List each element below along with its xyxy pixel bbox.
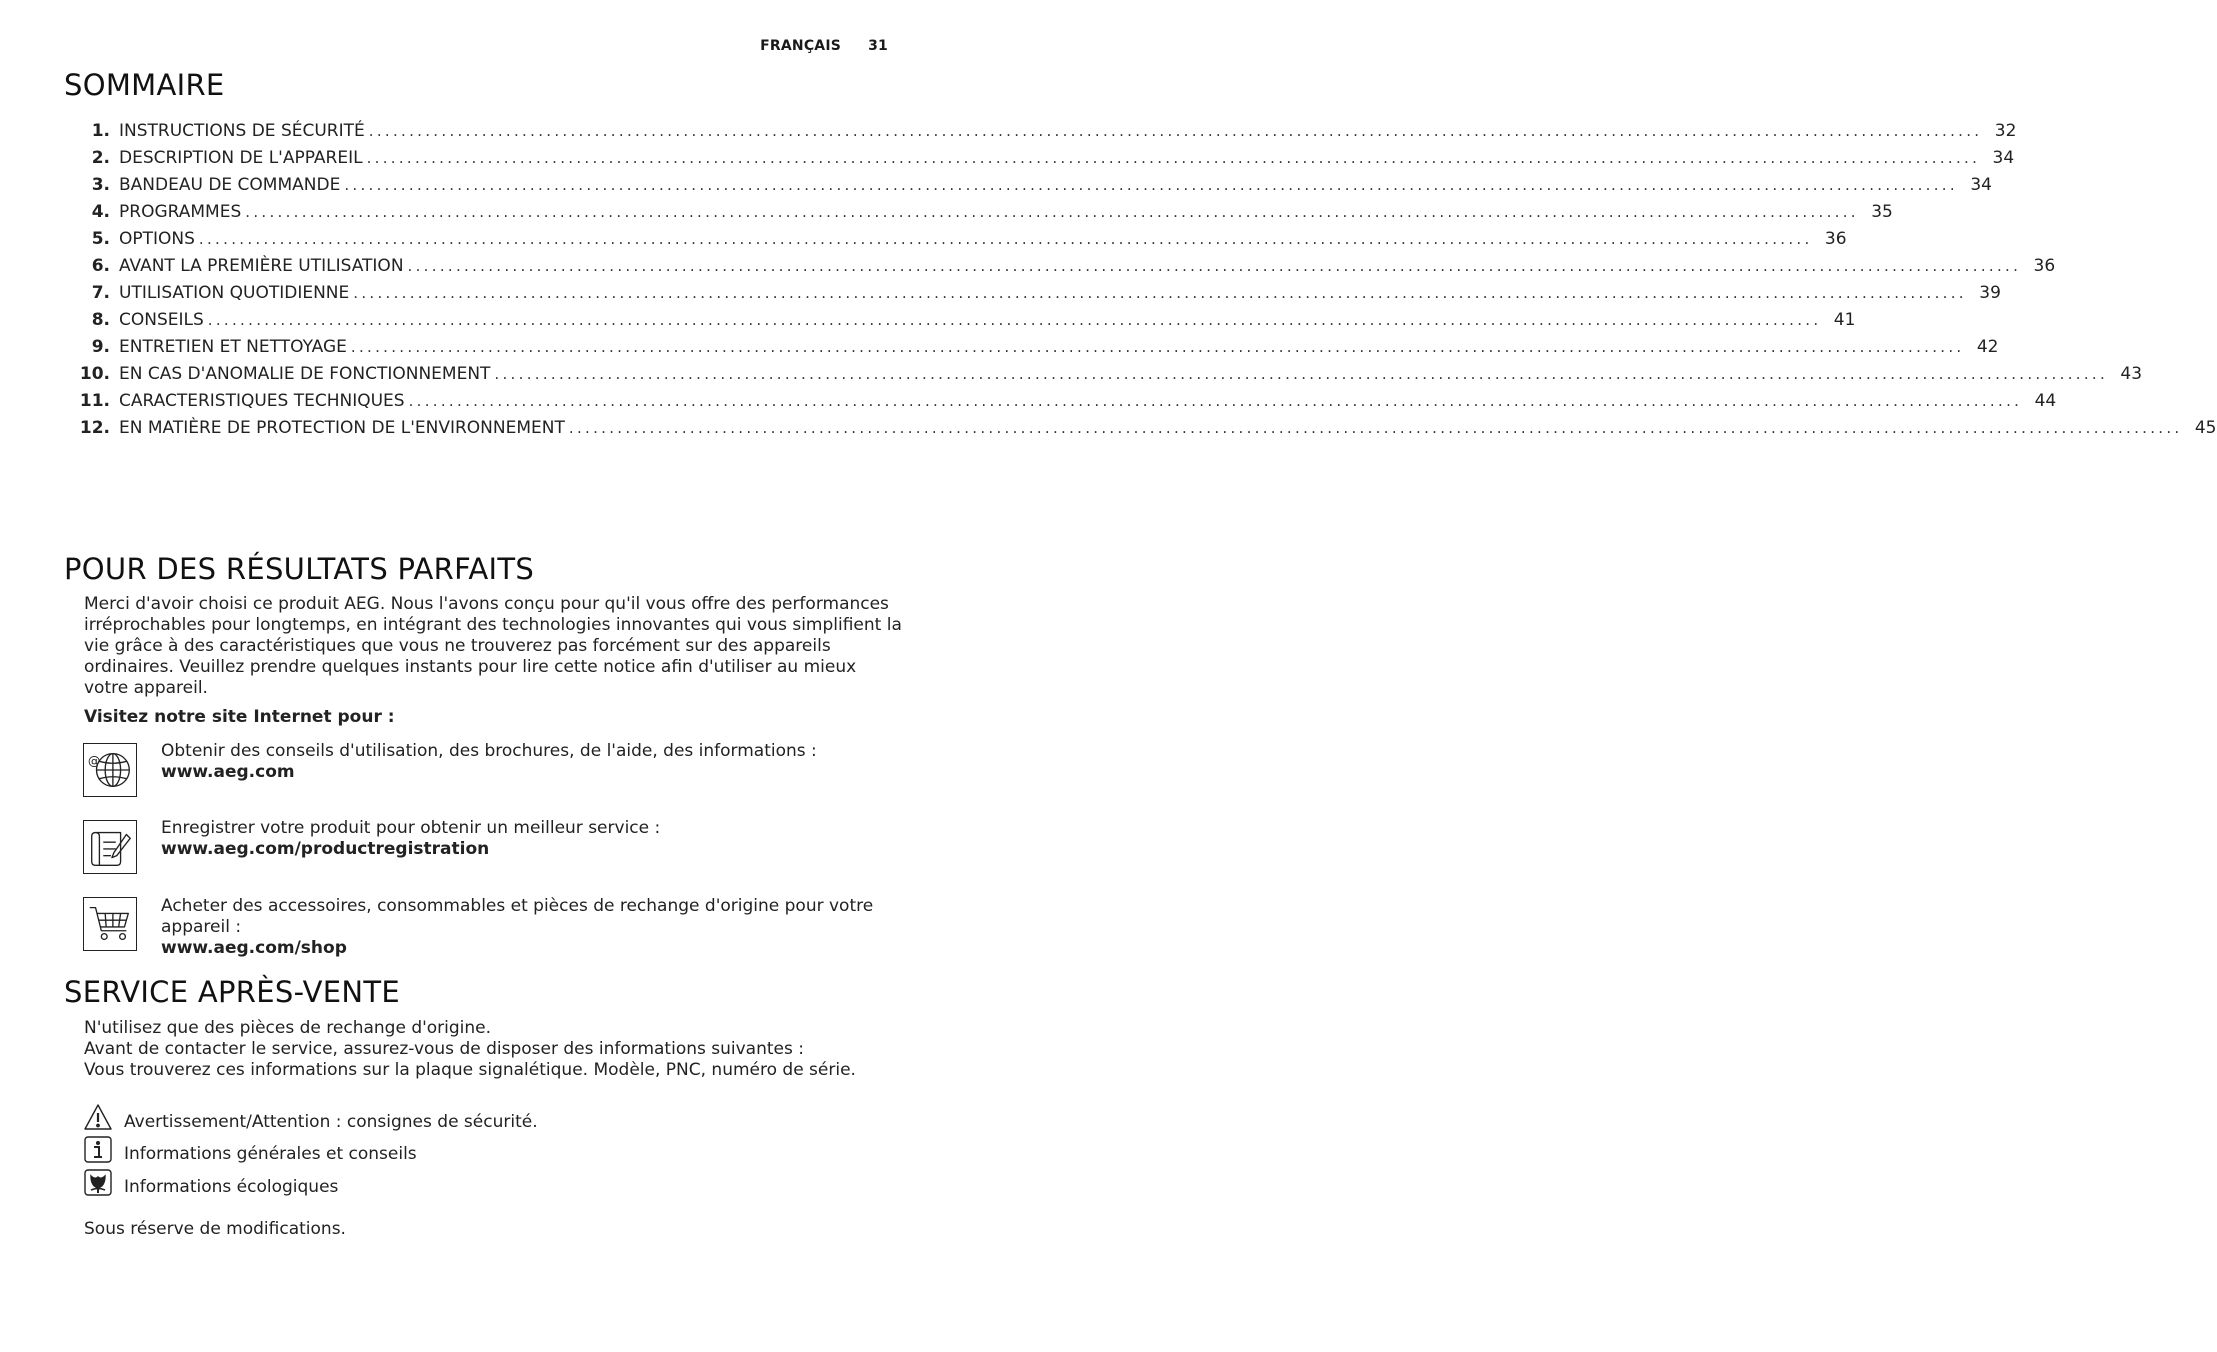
toc-page-number: 34 [1970,175,1992,195]
link-block-2 [161,818,901,860]
toc-number: 10. [79,364,110,384]
toc-title: UTILISATION QUOTIDIENNE [119,283,350,303]
toc-row[interactable] [64,418,2217,445]
eco-leaf-icon [83,1168,113,1198]
toc-page-number: 32 [1994,121,2017,141]
toc-number: 4. [91,202,110,222]
toc-title: AVANT LA PREMIÈRE UTILISATION [119,256,404,276]
toc-number: 7. [91,283,110,303]
toc-leader-dots: ........................................................................................................................................................................................................ [207,311,1822,329]
globe-at-icon [83,743,137,797]
table-of-contents [64,121,2217,445]
toc-row[interactable] [64,229,1847,256]
legend-warning-text: Avertissement/Attention : consignes de sécurité. [124,1112,538,1132]
toc-title: DESCRIPTION DE L'APPAREIL [119,148,363,168]
toc-leader-dots: ........................................................................................................................................................................................................ [366,149,1981,167]
toc-leader-dots: ........................................................................................................................................................................................................ [568,419,2183,437]
toc-number: 3. [91,175,110,195]
service-line-2: Avant de contacter le service, assurez-vous de disposer des informations suivantes : [84,1039,804,1059]
toc-leader-dots: ........................................................................................................................................................................................................ [353,284,1967,302]
toc-number: 11. [79,391,110,411]
registration-form-icon [83,820,137,874]
legend-eco-text: Informations écologiques [124,1177,339,1197]
service-line-1: N'utilisez que des pièces de rechange d'origine. [84,1018,492,1038]
toc-page-number: 39 [1979,283,2001,303]
link-block-1 [161,741,901,783]
shopping-cart-icon [83,897,137,951]
toc-title: EN MATIÈRE DE PROTECTION DE L'ENVIRONNEMENT [119,418,565,438]
toc-title: BANDEAU DE COMMANDE [119,175,341,195]
toc-row[interactable] [64,148,2015,175]
toc-page-number: 42 [1976,337,1999,357]
toc-row[interactable] [64,391,2057,418]
toc-row[interactable] [64,364,2143,391]
toc-number: 6. [91,256,110,276]
svg-text:@: @ [87,753,101,769]
page-number: 31 [868,38,888,54]
toc-leader-dots: ........................................................................................................................................................................................................ [368,122,1983,140]
link-aeg-com[interactable]: www.aeg.com [161,762,295,782]
toc-title: EN CAS D'ANOMALIE DE FONCTIONNEMENT [119,364,491,384]
toc-leader-dots: ........................................................................................................................................................................................................ [198,230,1813,248]
toc-title: CARACTERISTIQUES TECHNIQUES [119,391,405,411]
toc-row[interactable] [64,256,2056,283]
link-shop[interactable]: www.aeg.com/shop [161,938,347,958]
toc-title: PROGRAMMES [119,202,242,222]
language-label: FRANÇAIS [760,38,842,54]
toc-number: 5. [91,229,110,249]
service-title: SERVICE APRÈS-VENTE [64,975,401,1009]
resultats-title: POUR DES RÉSULTATS PARFAITS [64,552,535,586]
toc-number: 8. [91,310,110,330]
toc-leader-dots: ........................................................................................................................................................................................................ [245,203,1859,221]
toc-leader-dots: ........................................................................................................................................................................................................ [407,257,2022,275]
link-description-3: Acheter des accessoires, consommables et pièces de rechange d'origine pour votre appareil : [161,896,874,937]
toc-page-number: 36 [2033,256,2056,276]
toc-title: INSTRUCTIONS DE SÉCURITÉ [119,121,365,141]
sommaire-title: SOMMAIRE [64,68,225,102]
legend-info-text: Informations générales et conseils [124,1144,417,1164]
toc-page-number: 35 [1871,202,1893,222]
toc-title: CONSEILS [119,310,204,330]
link-block-3 [161,896,901,959]
link-description-2: Enregistrer votre produit pour obtenir un meilleur service : [161,818,661,838]
toc-row[interactable] [64,337,1999,364]
toc-leader-dots: ........................................................................................................................................................................................................ [408,392,2023,410]
page-header [738,38,888,54]
toc-page-number: 34 [1992,148,2015,168]
warning-triangle-icon [83,1102,113,1132]
toc-leader-dots: ........................................................................................................................................................................................................ [494,365,2109,383]
toc-row[interactable] [64,283,2001,310]
service-line-3: Vous trouverez ces informations sur la plaque signalétique. Modèle, PNC, numéro de série. [84,1060,856,1080]
visit-label: Visitez notre site Internet pour : [84,707,395,727]
toc-number: 1. [91,121,110,141]
link-description-1: Obtenir des conseils d'utilisation, des brochures, de l'aide, des informations : [161,741,817,761]
intro-paragraph: Merci d'avoir choisi ce produit AEG. Nous l'avons conçu pour qu'il vous offre des performances irréprochables pour longtemps, en intégrant des technologies innovantes qui vous simplifient la vie grâce à des caractéristiques que vous ne trouverez pas forcément sur des appareils ordinaires. Veuillez prendre quelques instants pour lire cette notice afin d'utiliser au mieux votre appareil. [84,594,902,698]
toc-leader-dots: ........................................................................................................................................................................................................ [344,176,1958,194]
toc-row[interactable] [64,202,1893,229]
link-product-registration[interactable]: www.aeg.com/productregistration [161,839,490,859]
toc-page-number: 36 [1824,229,1847,249]
toc-number: 2. [91,148,110,168]
toc-page-number: 44 [2034,391,2057,411]
info-icon [83,1135,113,1165]
toc-row[interactable] [64,121,2017,148]
toc-leader-dots: ........................................................................................................................................................................................................ [350,338,1965,356]
toc-row[interactable] [64,175,1992,202]
toc-page-number: 43 [2120,364,2143,384]
toc-title: ENTRETIEN ET NETTOYAGE [119,337,347,357]
toc-page-number: 41 [1833,310,1856,330]
toc-number: 9. [91,337,110,357]
toc-page-number: 45 [2194,418,2217,438]
footer-note: Sous réserve de modifications. [84,1219,346,1239]
toc-number: 12. [79,418,110,438]
toc-title: OPTIONS [119,229,195,249]
toc-row[interactable] [64,310,1856,337]
